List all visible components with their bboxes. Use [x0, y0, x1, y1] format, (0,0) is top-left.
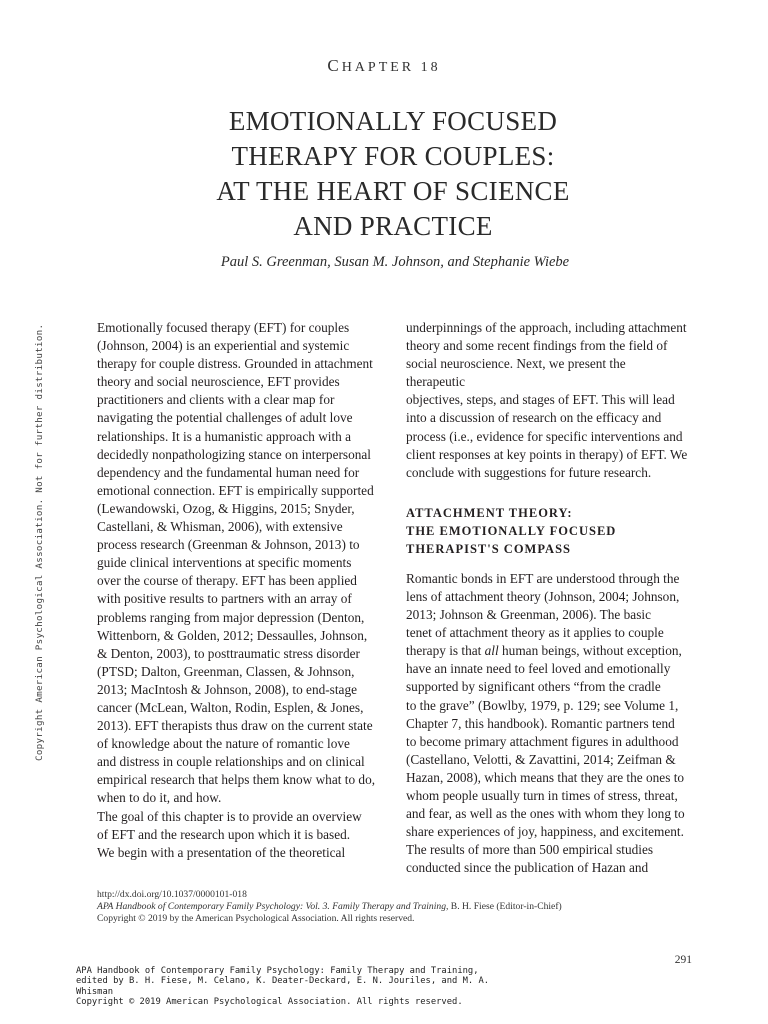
source-line: edited by B. H. Fiese, M. Celano, K. Deater-Deckard, E. N. Jouriles, and M. A. [76, 976, 490, 987]
chapter-prefix-rest: HAPTER [341, 60, 415, 75]
handbook-title: APA Handbook of Contemporary Family Psychology: Vol. 3. Family Therapy and Training, [97, 900, 449, 912]
side-copyright-text: Copyright American Psychological Association. Not for further distribution. [34, 323, 45, 761]
title-line: AND PRACTICE [293, 211, 493, 241]
citation-footer [97, 889, 657, 924]
doi-link[interactable]: http://dx.doi.org/10.1037/0000101-018 [97, 889, 247, 900]
title-line: EMOTIONALLY FOCUSED [228, 106, 558, 136]
handbook-editor: B. H. Fiese (Editor-in-Chief) [448, 900, 562, 912]
left-column [97, 319, 379, 862]
body-paragraph: underpinnings of the approach, including attachment theory and some recent findings from the field of social neuroscience. Next, we present the therapeutic objectives, steps, and stages of EFT. This will lead into a discussion of research on the efficacy and process (i.e., evidence for specific interventions and client responses at key points in therapy) of EFT. We conclude with suggestions for future research. [406, 320, 688, 480]
section-heading: ATTACHMENT THEORY: THE EMOTIONALLY FOCUSED THERAPIST'S COMPASS [406, 505, 617, 556]
body-paragraph: The goal of this chapter is to provide an overview of EFT and the research upon which it is based. We begin with a presentation of the theoretical [97, 808, 362, 860]
title-line: AT THE HEART OF SCIENCE [216, 176, 570, 206]
body-paragraph: Emotionally focused therapy (EFT) for couples (Johnson, 2004) is an experiential and systemic therapy for couple distress. Grounded in attachment theory and social neuroscience, EFT provides practitioners and clients with a clear map for navigating the potential challenges of adult love relationships. It is a humanistic approach with a decidedly nonpathologizing stance on interpersonal dependency and the fundamental human need for emotional connection. EFT is empirically supported (Lewandowski, Ozog, & Higgins, 2015; Snyder, Castellani, & Whisman, 2006), with extensive process research (Greenman & Johnson, 2013) to guide clinical interventions at specific moments over the course of therapy. EFT has been applied with positive results to partners with an array of problems ranging from major depression (Denton, Wittenborn, & Golden, 2012; Dessaulles, Johnson, & Denton, 2003), to posttraumatic stress disorder (PTSD; Dalton, Greenman, Classen, & Johnson, 2013; MacIntosh & Johnson, 2008), to end-stage cancer (McLean, Walton, Rodin, Esplen, & Jones, 2013). EFT therapists thus draw on the current state of knowledge about the nature of romantic love and distress in couple relationships and on clinical empirical research that helps them know what to do, when to do it, and how. [97, 320, 376, 806]
paragraph-text: Romantic bonds in EFT are understood through the lens of attachment theory (Johnson, 2004; Johnson, 2013; Johnson & Greenman, 2006). The basic tenet of attachment theory as it applies to couple therapy is that [406, 570, 680, 659]
handbook-citation [97, 901, 657, 913]
source-line: Copyright © 2019 American Psychological Association. All rights reserved. [76, 997, 463, 1008]
chapter-title [0, 104, 768, 244]
footer-copyright: Copyright © 2019 by the American Psychological Association. All rights reserved. [97, 912, 415, 924]
bottom-source-note [76, 966, 496, 1008]
paragraph-text: human beings, without exception, have an innate need to feel loved and emotionally supported by significant others “from the cradle to the grave” (Bowlby, 1979, p. 129; see Volume 1, Chapter 7, this handbook). Romantic partners tend to become primary attachment figures in adulthood (Castellano, Velotti, & Zavattini, 2014; Zeifman & Hazan, 2008), which means that they are the ones to whom people usually turn in times of stress, threat, and fear, as well as the ones with whom they long to share experiences of joy, happiness, and excitement. [406, 643, 685, 840]
title-line: THERAPY FOR COUPLES: [231, 141, 555, 171]
chapter-label [0, 56, 768, 76]
body-paragraph: The results of more than 500 empirical studies conducted since the publication of Hazan and [406, 842, 654, 876]
source-line: APA Handbook of Contemporary Family Psychology: Family Therapy and Training, [76, 966, 479, 976]
side-copyright-notice [22, 296, 45, 772]
emphasis-text: all [484, 643, 499, 659]
authors: Paul S. Greenman, Susan M. Johnson, and Stephanie Wiebe [220, 254, 570, 270]
page-number: 291 [674, 954, 692, 966]
source-line: Whisman [76, 986, 114, 997]
chapter-number: 18 [420, 60, 441, 75]
chapter-prefix-cap: C [327, 56, 342, 75]
right-column [406, 319, 688, 877]
body-paragraph [406, 570, 688, 841]
